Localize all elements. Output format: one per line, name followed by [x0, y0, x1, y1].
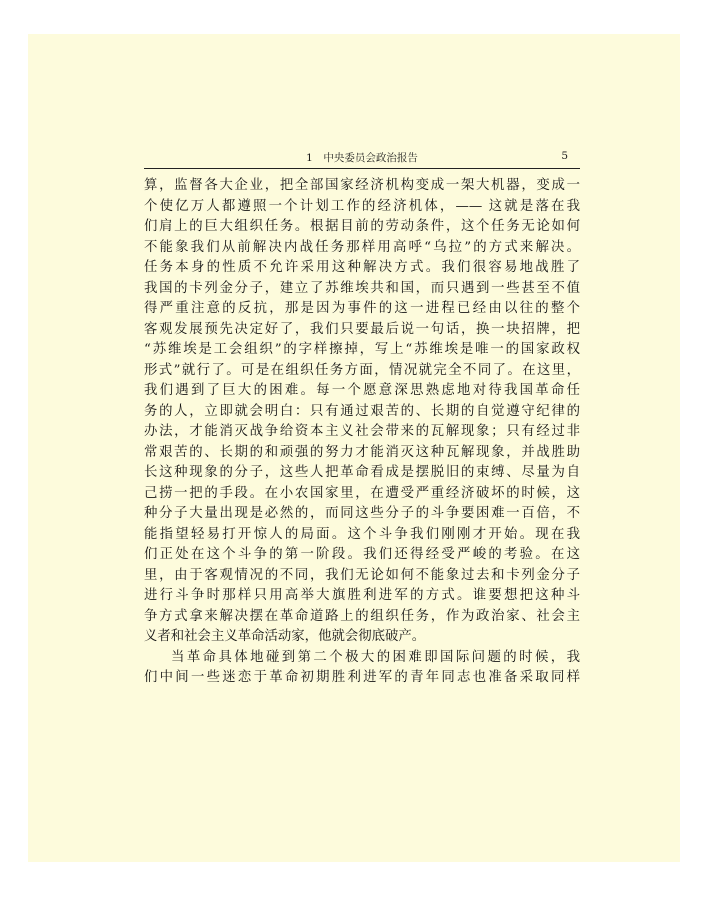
body-text	[144, 176, 580, 689]
text-line: 们肩上的巨大组织任务。根据目前的劳动条件，这个任务无论如何	[144, 219, 580, 234]
running-header	[144, 146, 580, 169]
text-line: 们正处在这个斗争的第一阶段。我们还得经受严峻的考验。在这	[144, 547, 580, 562]
text-line: 得严重注意的反抗，那是因为事件的这一进程已经由以往的整个	[144, 301, 580, 316]
text-line: 不能象我们从前解决内战任务那样用高呼“乌拉”的方式来解决。	[144, 239, 580, 255]
page-number: 5	[561, 150, 568, 162]
text-line: 算，监督各大企业，把全部国家经济机构变成一架大机器，变成一	[144, 178, 580, 193]
text-line: “苏维埃是工会组织”的字样擦掉，写上“苏维埃是唯一的国家政权	[144, 342, 580, 357]
text-line: 进行斗争时那样只用高举大旗胜利进军的方式。谁要想把这种斗	[144, 588, 580, 603]
text-line: 们中间一些迷恋于革命初期胜利进军的青年同志也准备采取同样	[144, 670, 580, 685]
text-line: 义者和社会主义革命活动家，他就会彻底破产。	[144, 629, 426, 644]
text-line: 常艰苦的、长期的和顽强的努力才能消灭这种瓦解现象，并战胜助	[144, 444, 580, 460]
text-line: 形式”就行了。可是在组织任务方面，情况就完全不同了。在这里，	[144, 362, 580, 378]
text-line: 争方式拿来解决摆在革命道路上的组织任务，作为政治家、社会主	[144, 608, 580, 624]
text-line: 能指望轻易打开惊人的局面。这个斗争我们刚刚才开始。现在我	[144, 526, 580, 542]
text-line: 我们遇到了巨大的困难。每一个愿意深思熟虑地对待我国革命任	[144, 383, 580, 398]
text-line: 任务本身的性质不允许采用这种解决方式。我们很容易地战胜了	[144, 260, 580, 275]
text-line: 当革命具体地碰到第二个极大的困难即国际问题的时候，我	[171, 649, 580, 665]
text-line: 客观发展预先决定好了，我们只要最后说一句话，换一块招牌，把	[144, 321, 580, 337]
text-line: 办法，才能消灭战争给资本主义社会带来的瓦解现象；只有经过非	[144, 424, 580, 439]
text-line: 种分子大量出现是必然的，而同这些分子的斗争要困难一百倍，不	[144, 506, 580, 521]
text-line: 长这种现象的分子，这些人把革命看成是摆脱旧的束缚、尽量为自	[144, 465, 580, 480]
text-line: 己捞一把的手段。在小农国家里，在遭受严重经济破坏的时候，这	[144, 485, 580, 501]
text-line: 务的人，立即就会明白：只有通过艰苦的、长期的自觉遵守纪律的	[144, 403, 580, 419]
text-line: 我国的卡列金分子，建立了苏维埃共和国，而只遇到一些甚至不值	[144, 280, 580, 296]
text-line: 里，由于客观情况的不同，我们无论如何不能象过去和卡列金分子	[144, 567, 580, 583]
text-line: 个使亿万人都遵照一个计划工作的经济机体，—— 这就是落在我	[144, 198, 580, 214]
running-title: 1 中央委员会政治报告	[306, 152, 418, 164]
